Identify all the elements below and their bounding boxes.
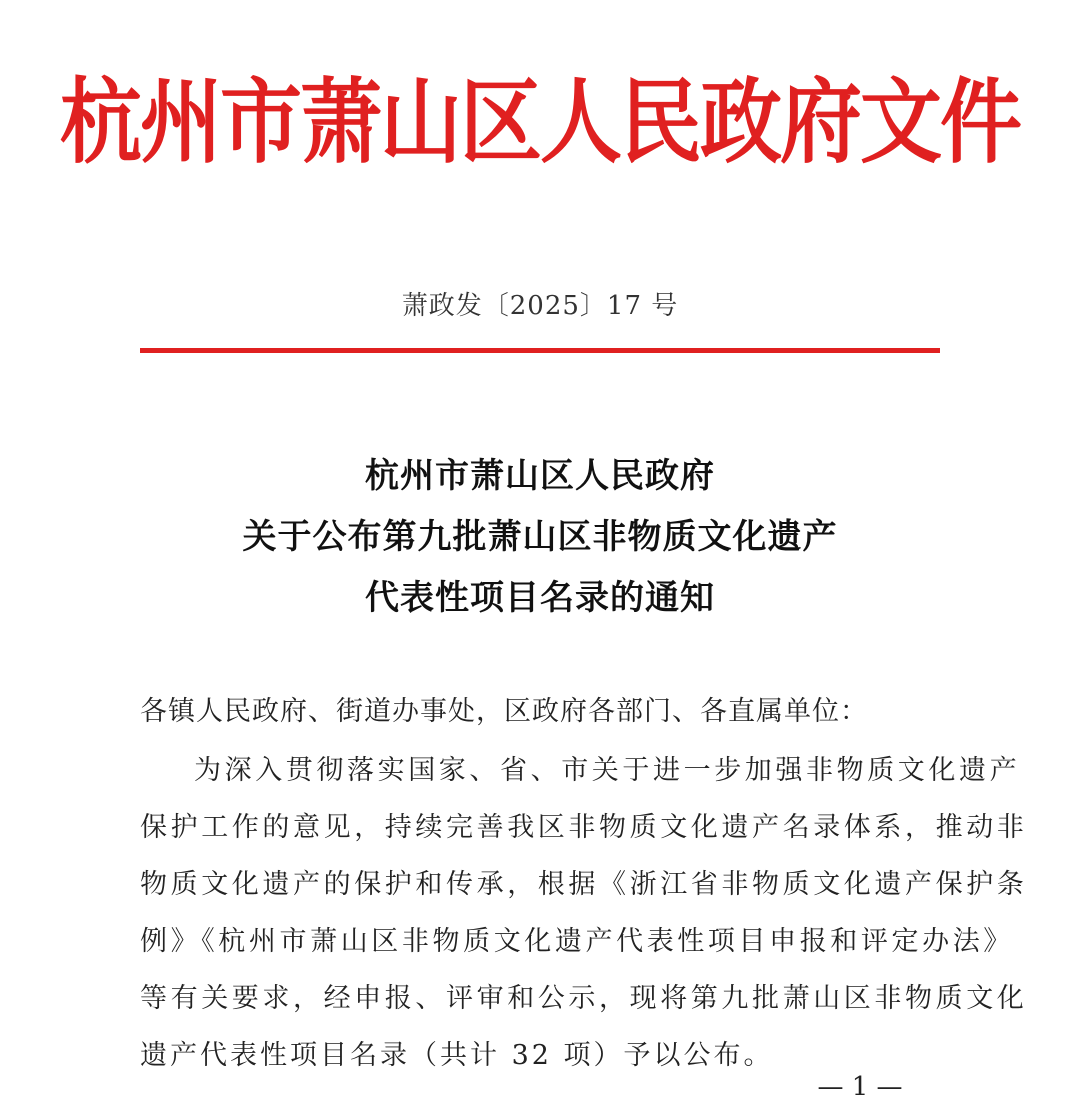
body-line-3: 物质文化遗产的保护和传承，根据《浙江省非物质文化遗产保护条: [140, 869, 1028, 900]
document-number: 萧政发〔2025〕17 号: [401, 291, 679, 321]
red-divider-rule: [140, 348, 940, 353]
notice-title-line-3: 代表性项目名录的通知: [365, 578, 715, 618]
body-line-6: 遗产代表性项目名录（共计 32 项）予以公布。: [140, 1040, 774, 1071]
body-paragraph: [140, 742, 1028, 1084]
body-line-2: 保护工作的意见，持续完善我区非物质文化遗产名录体系，推动非: [140, 812, 1028, 843]
page-number: — 1 —: [817, 1072, 903, 1102]
body-line-1: 为深入贯彻落实国家、省、市关于进一步加强非物质文化遗产: [194, 755, 1021, 786]
notice-title-line-1: 杭州市萧山区人民政府: [365, 456, 715, 496]
salutation: 各镇人民政府、街道办事处，区政府各部门、各直属单位：: [140, 696, 868, 727]
notice-title-line-2: 关于公布第九批萧山区非物质文化遗产: [242, 517, 838, 557]
body-line-5: 等有关要求，经申报、评审和公示，现将第九批萧山区非物质文化: [140, 983, 1028, 1014]
body-line-4: 例》《杭州市萧山区非物质文化遗产代表性项目申报和评定办法》: [140, 926, 1014, 957]
masthead-title: 杭州市萧山区人民政府文件: [59, 69, 1020, 177]
notice-title: [0, 446, 1080, 629]
